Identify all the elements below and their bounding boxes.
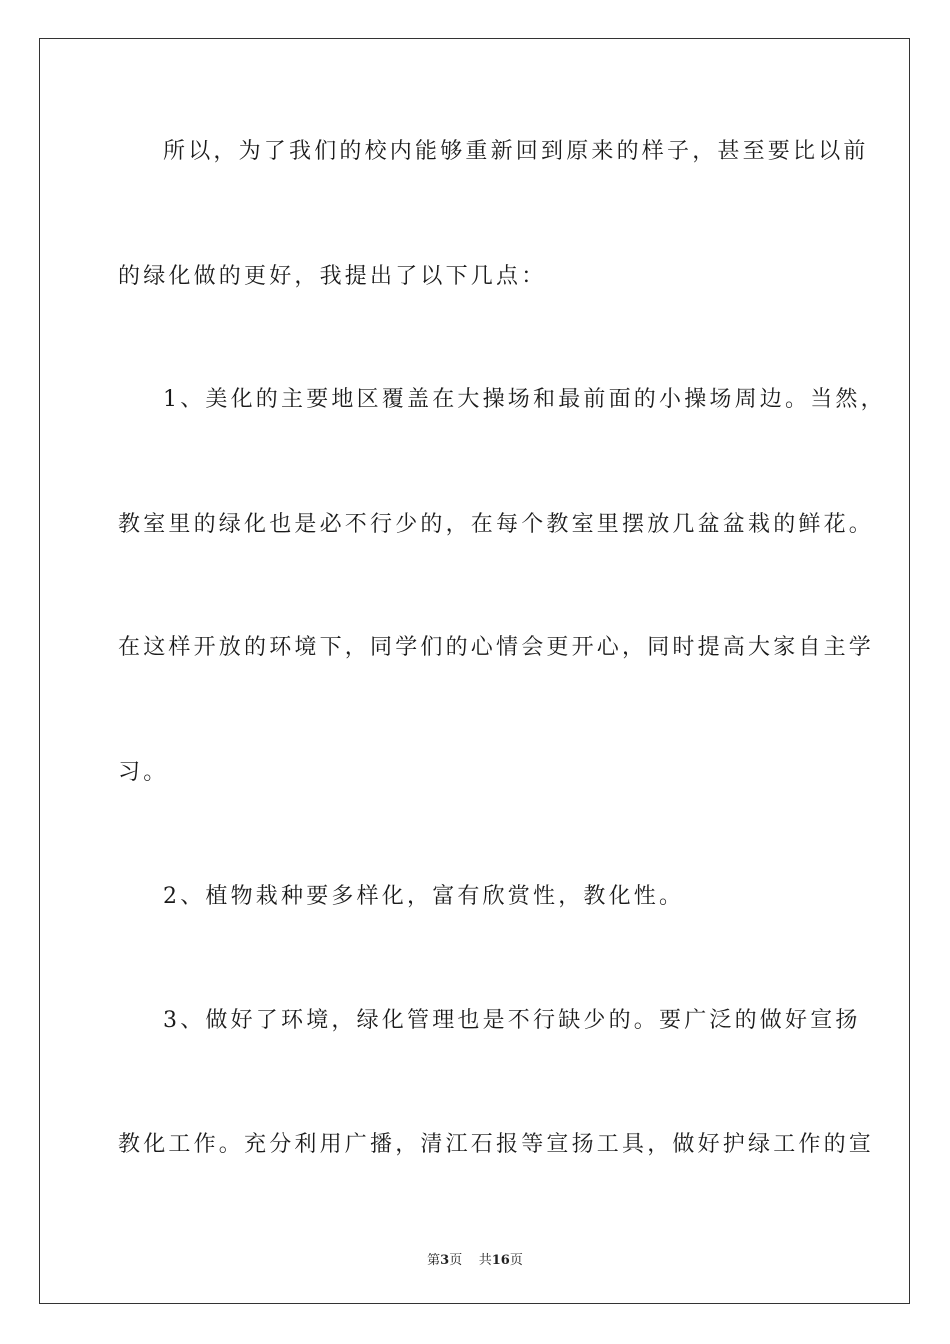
page-border — [39, 38, 910, 1304]
paragraph-line-2: 的绿化做的更好，我提出了以下几点： — [118, 264, 547, 289]
list-item-1-line-2: 教室里的绿化也是必不行少的，在每个教室里摆放几盆盆栽的鲜花。 — [118, 512, 875, 537]
list-item-1-line-3: 在这样开放的环境下，同学们的心情会更开心，同时提高大家自主学 — [118, 635, 875, 660]
list-item-1-line-4: 习。 — [118, 760, 169, 785]
total-prefix: 共 — [478, 1253, 492, 1268]
page-number: 3 — [440, 1253, 450, 1268]
page-suffix: 页 — [449, 1253, 463, 1268]
page-footer — [0, 1249, 950, 1268]
list-item-3-line-1: 3、做好了环境，绿化管理也是不行缺少的。要广泛的做好宣扬 — [163, 1008, 861, 1033]
list-item-2-line-1: 2、植物栽种要多样化，富有欣赏性，教化性。 — [163, 884, 685, 909]
total-suffix: 页 — [509, 1253, 523, 1268]
page-prefix: 第 — [427, 1253, 441, 1268]
paragraph-line-1: 所以，为了我们的校内能够重新回到原来的样子，甚至要比以前 — [163, 139, 869, 164]
list-item-3-line-2: 教化工作。充分利用广播，清江石报等宣扬工具，做好护绿工作的宣 — [118, 1132, 875, 1157]
total-pages: 16 — [491, 1253, 510, 1268]
list-item-1-line-1: 1、美化的主要地区覆盖在大操场和最前面的小操场周边。当然， — [163, 387, 886, 412]
